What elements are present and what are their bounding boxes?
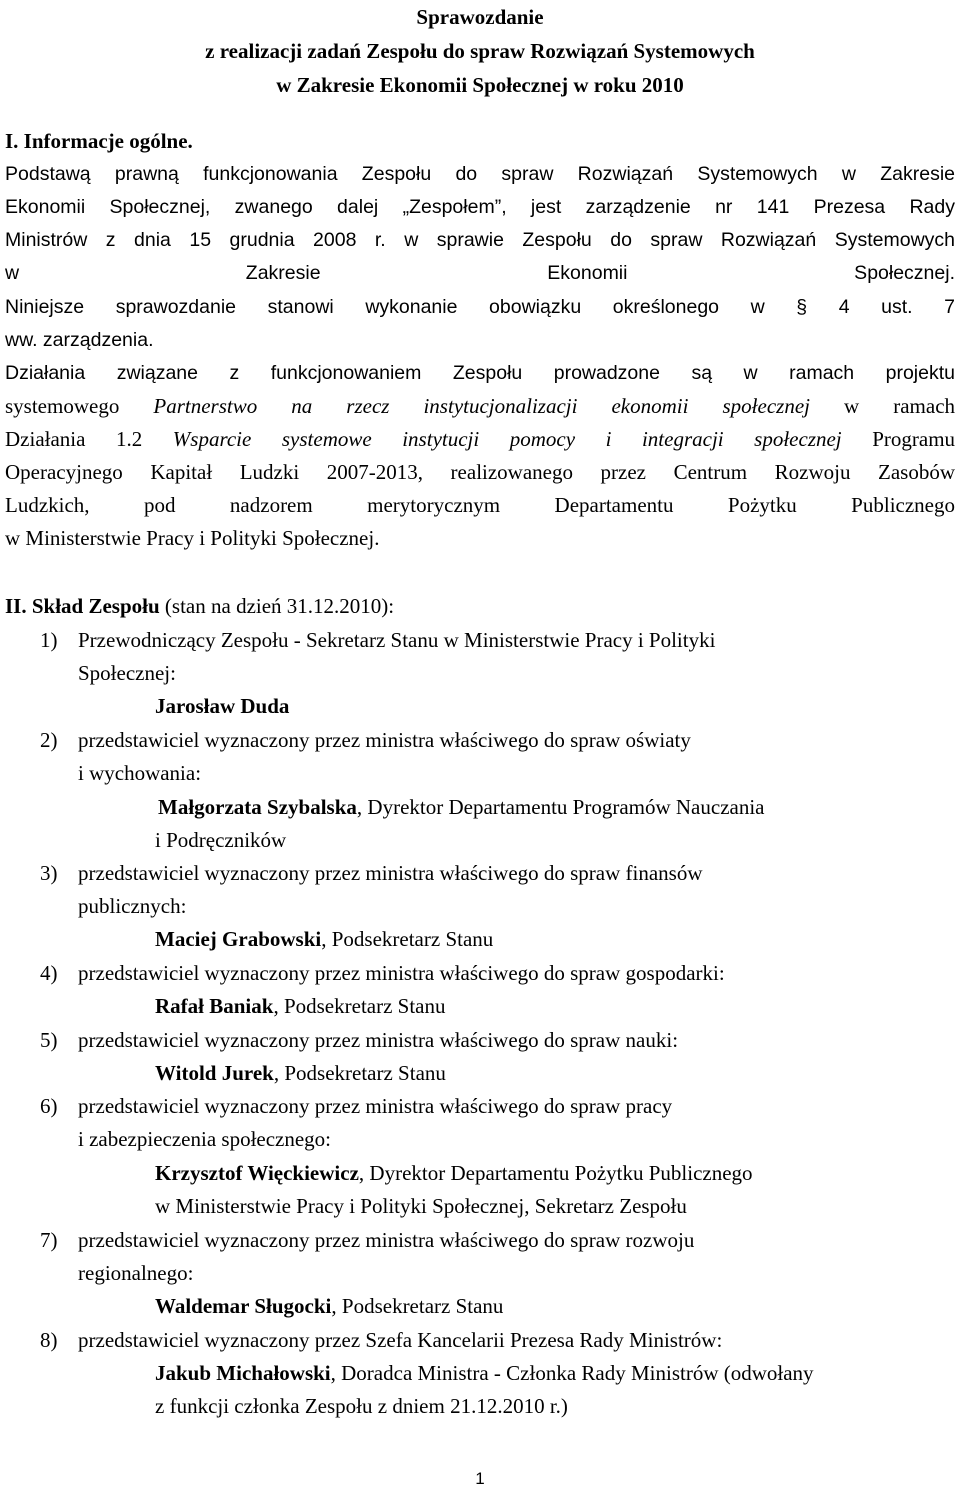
member-role-cont: w Ministerstwie Pracy i Polityki Społecznej, Sekretarz Zespołu [155,1194,687,1218]
p3-line-2a: systemowego [5,394,120,418]
list-item-text: przedstawiciel wyznaczony przez ministra właściwego do spraw gospodarki: [78,961,725,985]
list-item-number: 4) [40,961,58,985]
p1-line-3a: Ministrów z dnia 15 grudnia 2008 r. [5,229,386,251]
member-role: , Podsekretarz Stanu [273,994,446,1018]
member-line [155,1357,814,1390]
p1-line-2: Ekonomii Społecznej, zwanego dalej „Zespołem”, jest zarządzenie nr 141 Prezesa Rady [5,196,955,218]
section-2-heading-date: (stan na dzień 31.12.2010): [164,594,395,618]
section-1-paragraph-1 [5,158,955,290]
list-item-number: 3) [40,861,58,885]
section-1-paragraph-3 [5,357,955,390]
p3-line-2 [5,390,955,423]
p1-line-3b: w sprawie Zespołu do spraw Rozwiązań Systemowych [404,229,955,251]
p3-line-1: Działania związane z funkcjonowaniem Zespołu prowadzone są w ramach projektu [5,362,955,384]
member-role-cont: z funkcji członka Zespołu z dniem 21.12.2010 r.) [155,1394,568,1418]
member-line [158,791,765,824]
list-item-text: przedstawiciel wyznaczony przez ministra właściwego do spraw nauki: [78,1028,679,1052]
list-item-text: i wychowania: [78,761,202,785]
list-item-text: przedstawiciel wyznaczony przez ministra właściwego do spraw rozwoju [78,1228,695,1252]
p3-line-4: Operacyjnego Kapitał Ludzki 2007-2013, realizowanego przez Centrum Rozwoju Zasobów [5,460,955,484]
title-line-3: w Zakresie Ekonomii Społecznej w roku 2010 [276,73,684,97]
member-name: Jakub Michałowski [155,1361,331,1385]
list-item-number: 5) [40,1028,58,1052]
list-item-text: Przewodniczący Zespołu - Sekretarz Stanu w Ministerstwie Pracy i Polityki [78,628,716,652]
p1-line-1: Podstawą prawną funkcjonowania Zespołu do spraw Rozwiązań Systemowych w Zakresie [5,163,955,185]
document-title [0,0,960,102]
p1-line-4: w Zakresie Ekonomii Społecznej. [5,262,955,284]
member-role: , Podsekretarz Stanu [273,1061,446,1085]
member-role: , Podsekretarz Stanu [321,927,494,951]
measure-name: Wsparcie systemowe instytucji pomocy i integracji społecznej [172,427,842,451]
project-name: Partnerstwo na rzecz instytucjonalizacji ekonomii społecznej [153,394,810,418]
p3-line-5: Ludzkich, pod nadzorem merytorycznym Departamentu Pożytku Publicznego [5,493,955,517]
p3-line-2c: w ramach [844,394,956,418]
section-2-heading [5,590,955,623]
p3-line-6: w Ministerstwie Pracy i Polityki Społecznej. [5,526,380,550]
section-1-heading: I. Informacje ogólne. [5,129,193,153]
list-item-number: 7) [40,1228,58,1252]
list-item-number: 8) [40,1328,58,1352]
list-item-text: Społecznej: [78,661,176,685]
p1-line-3 [5,224,955,257]
p3-line-3 [5,423,955,456]
member-name: Maciej Grabowski [155,927,322,951]
member-role: , Dyrektor Departamentu Programów Nauczania [356,795,765,819]
section-1-paragraph-2 [5,291,955,357]
list-item-text: przedstawiciel wyznaczony przez ministra właściwego do spraw pracy [78,1094,673,1118]
page-number: 1 [475,1469,485,1488]
list-item-number: 2) [40,728,58,752]
member-line [155,990,446,1023]
member-role-cont: i Podręczników [155,828,287,852]
member-line [155,1290,503,1323]
list-item-number: 1) [40,628,58,652]
member-line [155,1057,446,1090]
p2-line-2: ww. zarządzenia. [5,329,154,351]
section-2-heading-bold: II. Skład Zespołu [5,594,160,618]
p2-line-1: Niniejsze sprawozdanie stanowi wykonanie obowiązku określonego w § 4 ust. 7 [5,296,955,318]
member-name: Małgorzata Szybalska [158,795,357,819]
list-item-text: i zabezpieczenia społecznego: [78,1127,332,1151]
list-item-text: przedstawiciel wyznaczony przez Szefa Kancelarii Prezesa Rady Ministrów: [78,1328,723,1352]
member-name: Rafał Baniak [155,994,274,1018]
member-name: Krzysztof Więckiewicz [155,1161,359,1185]
title-line-2: z realizacji zadań Zespołu do spraw Rozwiązań Systemowych [205,39,755,63]
member-name: Waldemar Sługocki [155,1294,332,1318]
p3-line-3c: Programu [872,427,956,451]
section-1-paragraph-3-cont [5,390,955,555]
list-item-text: publicznych: [78,894,187,918]
list-item-number: 6) [40,1094,58,1118]
member-line [155,1157,753,1190]
list-item-text: regionalnego: [78,1261,194,1285]
list-item-text: przedstawiciel wyznaczony przez ministra właściwego do spraw finansów [78,861,703,885]
list-item-text: przedstawiciel wyznaczony przez ministra właściwego do spraw oświaty [78,728,691,752]
member-role: , Podsekretarz Stanu [331,1294,504,1318]
member-line [155,923,493,956]
title-line-1: Sprawozdanie [416,5,544,29]
member-role: , Doradca Ministra - Członka Rady Ministrów (odwołany [330,1361,814,1385]
member-name: Jarosław Duda [155,694,290,718]
p3-line-3a: Działania 1.2 [5,427,143,451]
member-role: , Dyrektor Departamentu Pożytku Publicznego [358,1161,753,1185]
member-name: Witold Jurek [155,1061,274,1085]
